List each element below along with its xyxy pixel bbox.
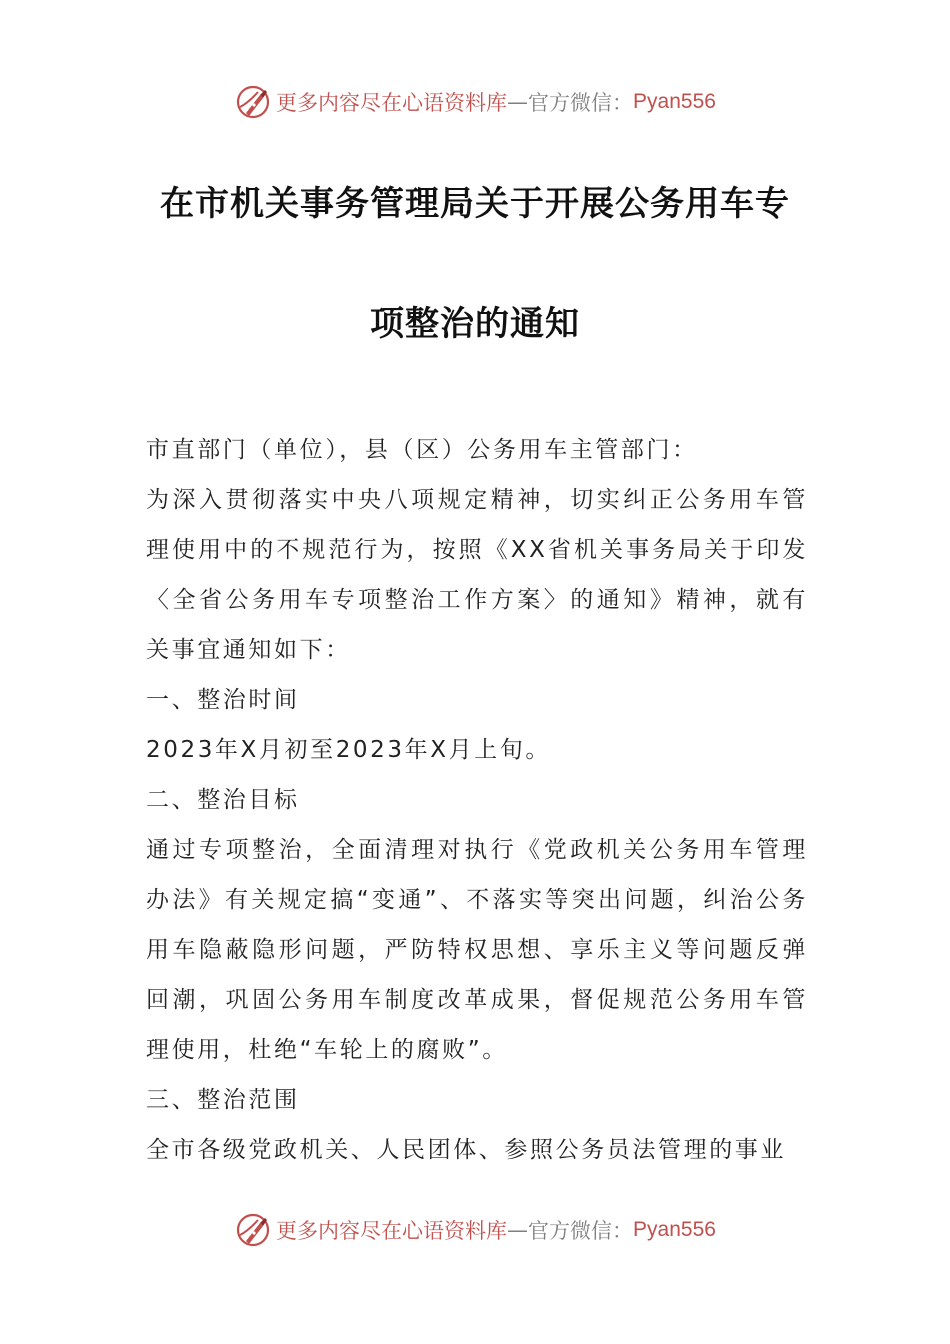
watermark-wechat-id: Pyan556 xyxy=(633,1218,716,1241)
watermark-separator: — xyxy=(507,1218,529,1242)
document-title-line-1: 在市机关事务管理局关于开展公务用车专 xyxy=(160,184,790,224)
section-body-time: 2023年X月初至2023年X月上旬。 xyxy=(146,737,551,763)
watermark-wechat-id: Pyan556 xyxy=(633,90,716,113)
header-watermark xyxy=(0,82,950,122)
section-body-scope: 全市各级党政机关、人民团体、参照公务员法管理的事业 xyxy=(146,1137,786,1163)
watermark-brand-text: 更多内容尽在心语资料库 xyxy=(276,91,508,115)
section-body-goal: 通过专项整治，全面清理对执行《党政机关公务用车管理办法》有关规定搞“变通”、不落实等突出问题，纠治公务用车隐蔽隐形问题，严防特权思想、享乐主义等问题反弹回潮，巩固公务用车制度改革成果，督促规范公务用车管理使用，杜绝“车轮上的腐败”。 xyxy=(146,837,808,1063)
salutation: 市直部门（单位），县（区）公务用车主管部门： xyxy=(146,437,698,463)
watermark-wechat-label: 官方微信： xyxy=(528,1219,634,1243)
document-body xyxy=(146,425,808,1175)
watermark-separator: — xyxy=(507,90,529,114)
watermark-brand-text: 更多内容尽在心语资料库 xyxy=(276,1219,508,1243)
footer-watermark xyxy=(0,1210,950,1250)
section-heading-goal: 二、整治目标 xyxy=(146,787,300,813)
section-heading-scope: 三、整治范围 xyxy=(146,1087,300,1113)
intro-paragraph: 为深入贯彻落实中央八项规定精神，切实纠正公务用车管理使用中的不规范行为，按照《XX省机关事务局关于印发〈全省公务用车专项整治工作方案〉的通知》精神，就有关事宜通知如下： xyxy=(146,487,808,663)
section-heading-time: 一、整治时间 xyxy=(146,687,300,713)
pen-nib-logo-icon xyxy=(234,83,272,121)
pen-nib-logo-icon xyxy=(234,1211,272,1249)
document-title-line-2: 项整治的通知 xyxy=(370,304,580,344)
watermark-wechat-label: 官方微信： xyxy=(528,91,634,115)
